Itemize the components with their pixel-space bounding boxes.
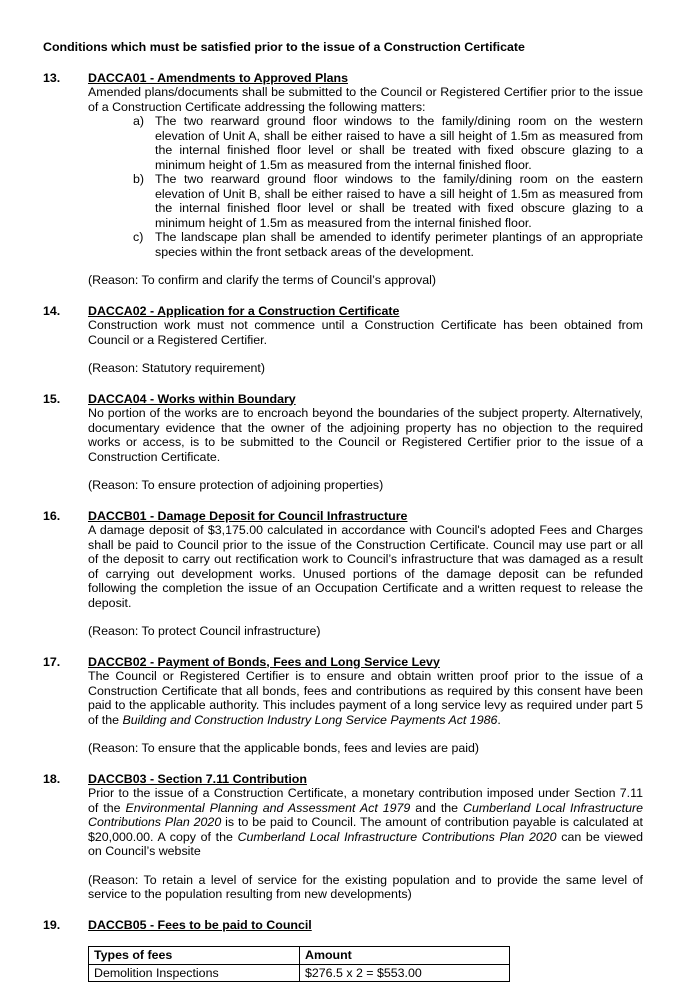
condition-reason: (Reason: To retain a level of service for the existing population and to provide the same level of service to the population resulting from new developments) <box>88 872 643 901</box>
condition-body <box>88 786 643 859</box>
body-text: The Council or Registered Certifier is to ensure and obtain written proof prior to the issue of a Construction Certificate that all bonds, fees and contributions as required by this consent have been paid to the applicable authority. This includes payment of a long service levy as required under part 5 of the <box>88 669 643 727</box>
list-item <box>133 114 643 172</box>
plan-name: Cumberland Local Infrastructure Contributions Plan 2020 <box>88 800 644 829</box>
act-name: Building and Construction Industry Long Service Payments Act 1986 <box>122 712 498 727</box>
condition-title: DACCB01 - Damage Deposit for Council Infrastructure <box>88 508 408 523</box>
body-text: . <box>497 712 501 727</box>
condition-title: DACCA04 - Works within Boundary <box>88 391 296 406</box>
condition-number: 16. <box>43 508 61 523</box>
fees-table <box>88 946 510 982</box>
condition-number: 14. <box>43 303 61 318</box>
item-label: b) <box>133 172 145 186</box>
condition-number: 15. <box>43 391 61 406</box>
body-text: can be viewed on Council’s website <box>88 829 643 858</box>
condition-15 <box>43 392 643 493</box>
condition-number: 17. <box>43 654 61 669</box>
condition-reason: (Reason: To ensure that the applicable bonds, fees and levies are paid) <box>88 741 480 755</box>
condition-14 <box>43 304 643 376</box>
condition-reason: (Reason: To confirm and clarify the terms of Council’s approval) <box>88 273 437 287</box>
item-label: c) <box>133 230 144 244</box>
plan-name: Cumberland Local Infrastructure Contributions Plan 2020 <box>237 829 557 844</box>
condition-body <box>88 669 643 727</box>
item-label: a) <box>133 114 145 128</box>
condition-reason: (Reason: Statutory requirement) <box>88 361 265 375</box>
condition-title: DACCB02 - Payment of Bonds, Fees and Long Service Levy <box>88 654 440 669</box>
table-cell: $276.5 x 2 = $553.00 <box>300 964 510 982</box>
table-header-cell: Types of fees <box>89 947 300 965</box>
condition-number: 13. <box>43 70 61 85</box>
condition-title: DACCA01 - Amendments to Approved Plans <box>88 70 349 85</box>
list-item <box>133 230 643 259</box>
condition-number: 19. <box>43 917 61 932</box>
table-header-cell: Amount <box>300 947 510 965</box>
table-row <box>89 964 510 982</box>
condition-reason: (Reason: To ensure protection of adjoining properties) <box>88 478 384 492</box>
condition-16 <box>43 509 643 639</box>
condition-reason: (Reason: To protect Council infrastructure) <box>88 624 321 638</box>
body-text: and the <box>410 800 464 815</box>
condition-number: 18. <box>43 771 61 786</box>
condition-18 <box>43 772 643 902</box>
item-text: The two rearward ground floor windows to the family/dining room on the eastern elevation of Unit B, shall be either raised to have a sill height of 1.5m as measured from the internal finished floor level or shall be treated with fixed obscure glazing to a minimum height of 1.5m as measured from the internal finished floor. <box>155 172 643 230</box>
item-text: The two rearward ground floor windows to the family/dining room on the western elevation of Unit A, shall be either raised to have a sill height of 1.5m as measured from the internal finished floor level or shall be treated with fixed obscure glazing to a minimum height of 1.5m as measured from the internal finished floor. <box>155 114 643 172</box>
condition-body: Construction work must not commence until a Construction Certificate has been obtained from Council or a Registered Certifier. <box>88 318 643 347</box>
condition-title: DACCB03 - Section 7.11 Contribution <box>88 771 307 786</box>
list-item <box>133 172 643 230</box>
condition-13 <box>43 71 643 288</box>
table-header-row <box>89 947 510 965</box>
condition-body: A damage deposit of $3,175.00 calculated in accordance with Council's adopted Fees and Charges shall be paid to Council prior to the issue of the Construction Certificate. Council may use part or all of the deposit to carry out rectification work to Council’s infrastructure that was damaged as a result of carrying out development works. Unused portions of the damage deposit can be refunded following the completion the issue of an Occupation Certificate and a written request to release the deposit. <box>88 523 643 610</box>
condition-title: DACCB05 - Fees to be paid to Council <box>88 917 312 932</box>
section-heading: Conditions which must be satisfied prior to the issue of a Construction Certificate <box>43 40 525 54</box>
item-text: The landscape plan shall be amended to identify perimeter plantings of an appropriate species within the front setback areas of the development. <box>155 230 643 259</box>
act-name: Environmental Planning and Assessment Act 1979 <box>125 800 411 815</box>
document-page <box>43 40 643 998</box>
table-cell: Demolition Inspections <box>89 964 300 982</box>
condition-19 <box>43 918 643 983</box>
condition-body: No portion of the works are to encroach beyond the boundaries of the subject property. Alternatively, documentary evidence that the owner of the adjoining property has no objection to the required works or access, is to be submitted to the Council or Registered Certifier prior to the issue of a Construction Certificate. <box>88 406 643 464</box>
condition-items <box>88 114 643 259</box>
body-text: Prior to the issue of a Construction Certificate, a monetary contribution imposed under Section 7.11 of the <box>88 786 643 815</box>
condition-17 <box>43 655 643 756</box>
body-text: is to be paid to Council. The amount of contribution payable is calculated at $20,000.00. A copy of the <box>88 815 643 844</box>
condition-title: DACCA02 - Application for a Construction Certificate <box>88 303 400 318</box>
condition-intro: Amended plans/documents shall be submitted to the Council or Registered Certifier prior to the issue of a Construction Certificate addressing the following matters: <box>88 85 643 114</box>
